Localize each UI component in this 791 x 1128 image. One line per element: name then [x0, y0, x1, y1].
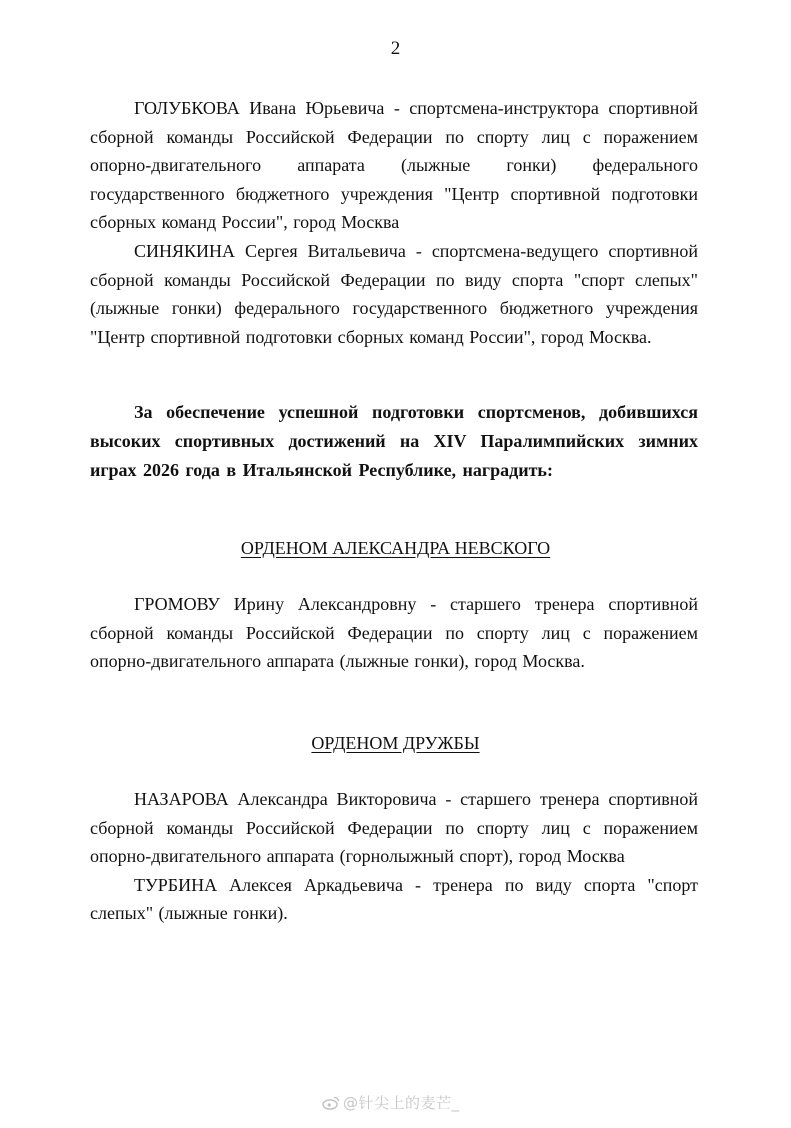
weibo-logo-icon [322, 1096, 340, 1110]
recipient-description: - старшего тренера спортивной сборной команды Российской Федерации по спорту лиц с поражением опорно-двигательного аппарата (горнолыжный спорт), город Москва [90, 789, 698, 867]
watermark-text: @针尖上的麦芒_ [343, 1094, 460, 1112]
order-nevsky-section [90, 590, 698, 676]
award-entry [90, 94, 698, 237]
recipient-description: - спортсмена-инструктора спортивной сборной команды Российской Федерации по спорту лиц с поражением опорно-двигательного аппарата (лыжные гонки) федерального государственного бюджетного учреждения "Центр спортивной подготовки сборных команд России", город Москва [90, 98, 699, 233]
awards-continued-section [90, 94, 698, 351]
award-entry [90, 871, 698, 928]
award-entry [90, 590, 698, 676]
award-entry [90, 785, 698, 871]
recipient-description: - тренера по виду спорта "спорт слепых" (лыжные гонки). [90, 874, 698, 924]
order-friendship-section [90, 785, 698, 928]
page-number: 2 [390, 38, 401, 59]
recipient-name: ГРОМОВУ Ирину Александровну [134, 594, 417, 614]
recipient-name: СИНЯКИНА Сергея Витальевича [134, 240, 406, 261]
order-nevsky-heading: ОРДЕНОМ АЛЕКСАНДРА НЕВСКОГО [240, 538, 551, 558]
decree-statement: За обеспечение успешной подготовки спортсменов, добившихся высоких спортивных достижений на XIV Паралимпийских зимних играх 2026 года в Итальянской Республике, наградить: [90, 402, 698, 480]
watermark [322, 1092, 460, 1113]
recipient-name: ГОЛУБКОВА Ивана Юрьевича [134, 98, 385, 118]
recipient-description: - спортсмена-ведущего спортивной сборной команды Российской Федерации по виду спорта "спорт слепых" (лыжные гонки) федерального государственного бюджетного учреждения "Центр спортивной подготовки сборных команд России", город Москва. [90, 240, 698, 347]
recipient-name: НАЗАРОВА Александра Викторовича [134, 789, 437, 809]
recipient-description: - старшего тренера спортивной сборной команды Российской Федерации по спорту лиц с поражением опорно-двигательного аппарата (лыжные гонки), город Москва. [90, 594, 698, 672]
award-entry [90, 237, 698, 351]
recipient-name: ТУРБИНА Алексея Аркадьевича [134, 874, 403, 895]
order-friendship-heading: ОРДЕНОМ ДРУЖБЫ [311, 733, 480, 753]
